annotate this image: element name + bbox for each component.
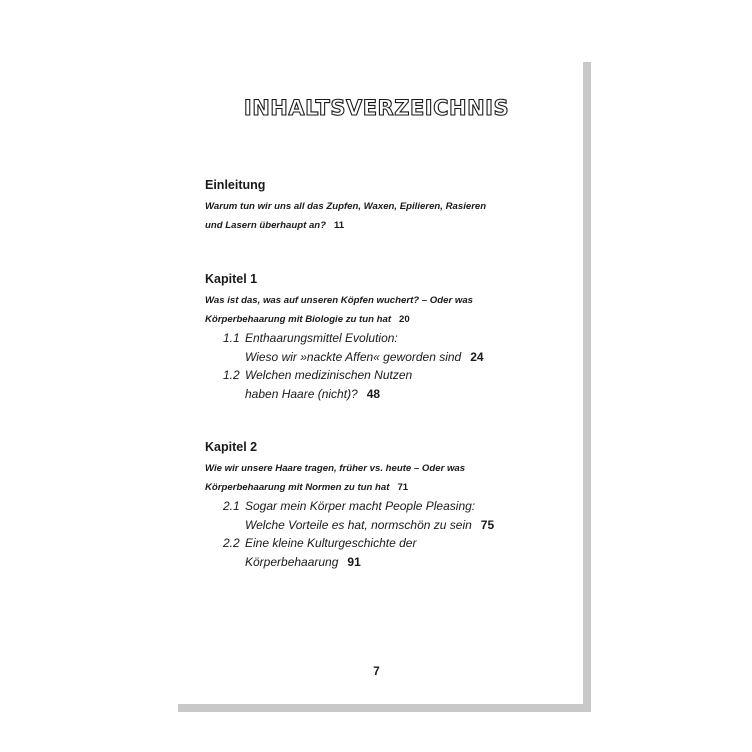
- chapter-subtitle: [205, 459, 570, 497]
- section-title-line: Enthaarungsmittel Evolution:: [245, 331, 398, 345]
- toc-subentry-1-1: [205, 329, 570, 366]
- section-number: 1.2: [223, 368, 240, 382]
- toc-subentry-1-2: [205, 366, 570, 403]
- subtitle-line: Wie wir unsere Haare tragen, früher vs. heute – Oder was: [205, 463, 466, 474]
- page-number: 24: [470, 349, 484, 364]
- section-title-text: haben Haare (nicht)?: [245, 386, 358, 401]
- subtitle-line: Warum tun wir uns all das Zupfen, Waxen, Epilieren, Rasieren: [205, 201, 487, 212]
- toc-entry-kapitel-2: [205, 440, 570, 571]
- subtitle-line: [205, 310, 570, 329]
- section-title-line: Sogar mein Körper macht People Pleasing:: [245, 499, 476, 513]
- section-title-line: Welchen medizinischen Nutzen: [245, 368, 413, 382]
- chapter-subtitle: [205, 291, 570, 329]
- chapter-heading: Kapitel 2: [205, 440, 258, 454]
- section-title-line: [245, 553, 570, 572]
- toc-subentry-2-1: [205, 497, 570, 534]
- toc-subentry-2-2: [205, 534, 570, 571]
- page-number: 20: [399, 314, 410, 325]
- section-title-line: [245, 348, 570, 367]
- section-title-line: Eine kleine Kulturgeschichte der: [245, 536, 417, 550]
- section-title-text: Welche Vorteile es hat, normschön zu sein: [245, 517, 472, 532]
- book-page: [170, 54, 583, 704]
- chapter-heading: Kapitel 1: [205, 272, 258, 286]
- page-number: 48: [366, 386, 381, 401]
- page-number: 71: [397, 482, 409, 493]
- section-title-line: [245, 516, 570, 535]
- chapter-subtitle: [205, 197, 570, 235]
- subtitle-line: [205, 216, 570, 235]
- section-title-text: Wieso wir »nackte Affen« geworden sind: [245, 349, 462, 364]
- page-number: 11: [334, 220, 345, 231]
- chapter-heading: Einleitung: [205, 178, 266, 192]
- section-number: 1.1: [223, 331, 240, 345]
- subtitle-line: [205, 478, 570, 497]
- subtitle-text: Körperbehaarung mit Normen zu tun hat: [205, 482, 390, 493]
- page-number: 75: [480, 517, 495, 532]
- folio-page-number: 7: [373, 666, 380, 678]
- toc-entry-kapitel-1: [205, 272, 570, 403]
- section-title-text: Körperbehaarung: [245, 554, 339, 569]
- subtitle-text: Körperbehaarung mit Biologie zu tun hat: [205, 314, 392, 325]
- page-title: INHALTSVERZEICHNIS: [243, 96, 510, 120]
- subtitle-line: Was ist das, was auf unseren Köpfen wuchert? – Oder was: [205, 295, 473, 306]
- toc-entry-einleitung: [205, 178, 570, 235]
- section-number: 2.2: [223, 536, 240, 550]
- subtitle-text: und Lasern überhaupt an?: [205, 220, 326, 231]
- section-title-line: [245, 385, 570, 404]
- page-number: 91: [347, 554, 361, 569]
- section-number: 2.1: [223, 499, 240, 513]
